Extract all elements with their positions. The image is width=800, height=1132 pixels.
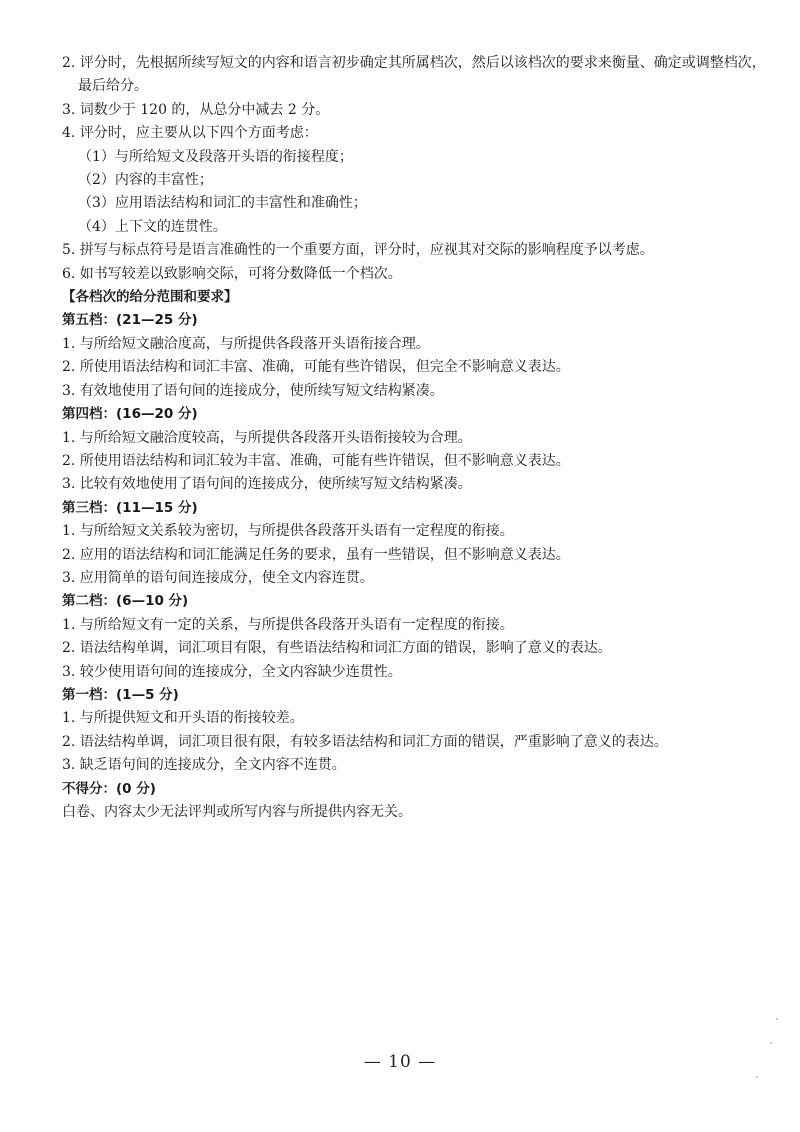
grade-4-title: 第四档：(16—20 分): [62, 406, 198, 423]
note-3: 3. 词数少于 120 的，从总分中减去 2 分。: [62, 101, 330, 118]
scan-speck: [770, 1042, 772, 1044]
note-4-item-2: （2）内容的丰富性；: [78, 172, 213, 189]
grade-2-item-1: 1. 与所给短文有一定的关系，与所提供各段落开头语有一定程度的衔接。: [62, 616, 514, 633]
grade-3-title: 第三档：(11—15 分): [62, 499, 198, 516]
grade-1-item-3: 3. 缺乏语句间的连接成分，全文内容不连贯。: [62, 757, 346, 774]
grade-1-item-1: 1. 与所提供短文和开头语的衔接较差。: [62, 710, 304, 727]
note-5: 5. 拼写与标点符号是语言准确性的一个重要方面，评分时，应视其对交际的影响程度予以考虑。: [62, 242, 654, 259]
grade-5-item-1: 1. 与所给短文融洽度高，与所提供各段落开头语衔接合理。: [62, 335, 430, 352]
grade-4-item-3: 3. 比较有效地使用了语句间的连接成分，使所续写短文结构紧凑。: [62, 476, 472, 493]
grade-0-title: 不得分：(0 分): [62, 780, 156, 797]
scoring-rules-content: [62, 52, 766, 824]
section-title: 【各档次的给分范围和要求】: [62, 289, 238, 306]
note-2-line-2: 最后给分。: [78, 78, 148, 95]
grade-4-item-1: 1. 与所给短文融洽度较高，与所提供各段落开头语衔接较为合理。: [62, 429, 472, 446]
grade-2-item-3: 3. 较少使用语句间的连接成分，全文内容缺少连贯性。: [62, 663, 402, 680]
note-2-line-1: 2. 评分时，先根据所续写短文的内容和语言初步确定其所属档次，然后以该档次的要求来衡量、确定或调整档次，: [62, 55, 766, 71]
note-4: 4. 评分时，应主要从以下四个方面考虑：: [62, 125, 318, 142]
scan-speck: [776, 1018, 778, 1020]
note-4-item-3: （3）应用语法结构和词汇的丰富性和准确性；: [78, 195, 367, 212]
scan-speck: [756, 1076, 758, 1078]
grade-1-title: 第一档：(1—5 分): [62, 686, 179, 703]
grade-2-title: 第二档：(6—10 分): [62, 593, 189, 610]
grade-1-item-2: 2. 语法结构单调，词汇项目很有限，有较多语法结构和词汇方面的错误，严重影响了意义的表达。: [62, 733, 668, 750]
grade-0-item-1: 白卷、内容太少无法评判或所写内容与所提供内容无关。: [62, 804, 412, 820]
page-number: — 10 —: [363, 1052, 437, 1072]
grade-3-item-3: 3. 应用简单的语句间连接成分，使全文内容连贯。: [62, 569, 374, 586]
note-4-item-4: （4）上下文的连贯性。: [78, 218, 227, 235]
grade-2-item-2: 2. 语法结构单调，词汇项目有限，有些语法结构和词汇方面的错误，影响了意义的表达。: [62, 640, 612, 657]
grade-3-item-2: 2. 应用的语法结构和词汇能满足任务的要求，虽有一些错误，但不影响意义表达。: [62, 546, 570, 563]
note-4-item-1: （1）与所给短文及段落开头语的衔接程度；: [78, 148, 353, 165]
note-6: 6. 如书写较差以致影响交际，可将分数降低一个档次。: [62, 265, 402, 282]
grade-5-item-3: 3. 有效地使用了语句间的连接成分，使所续写短文结构紧凑。: [62, 382, 444, 399]
grade-5-title: 第五档：(21—25 分): [62, 312, 198, 329]
grade-4-item-2: 2. 所使用语法结构和词汇较为丰富、准确，可能有些许错误，但不影响意义表达。: [62, 452, 570, 469]
grade-5-item-2: 2. 所使用语法结构和词汇丰富、准确，可能有些许错误，但完全不影响意义表达。: [62, 359, 570, 376]
grade-3-item-1: 1. 与所给短文关系较为密切，与所提供各段落开头语有一定程度的衔接。: [62, 523, 514, 540]
